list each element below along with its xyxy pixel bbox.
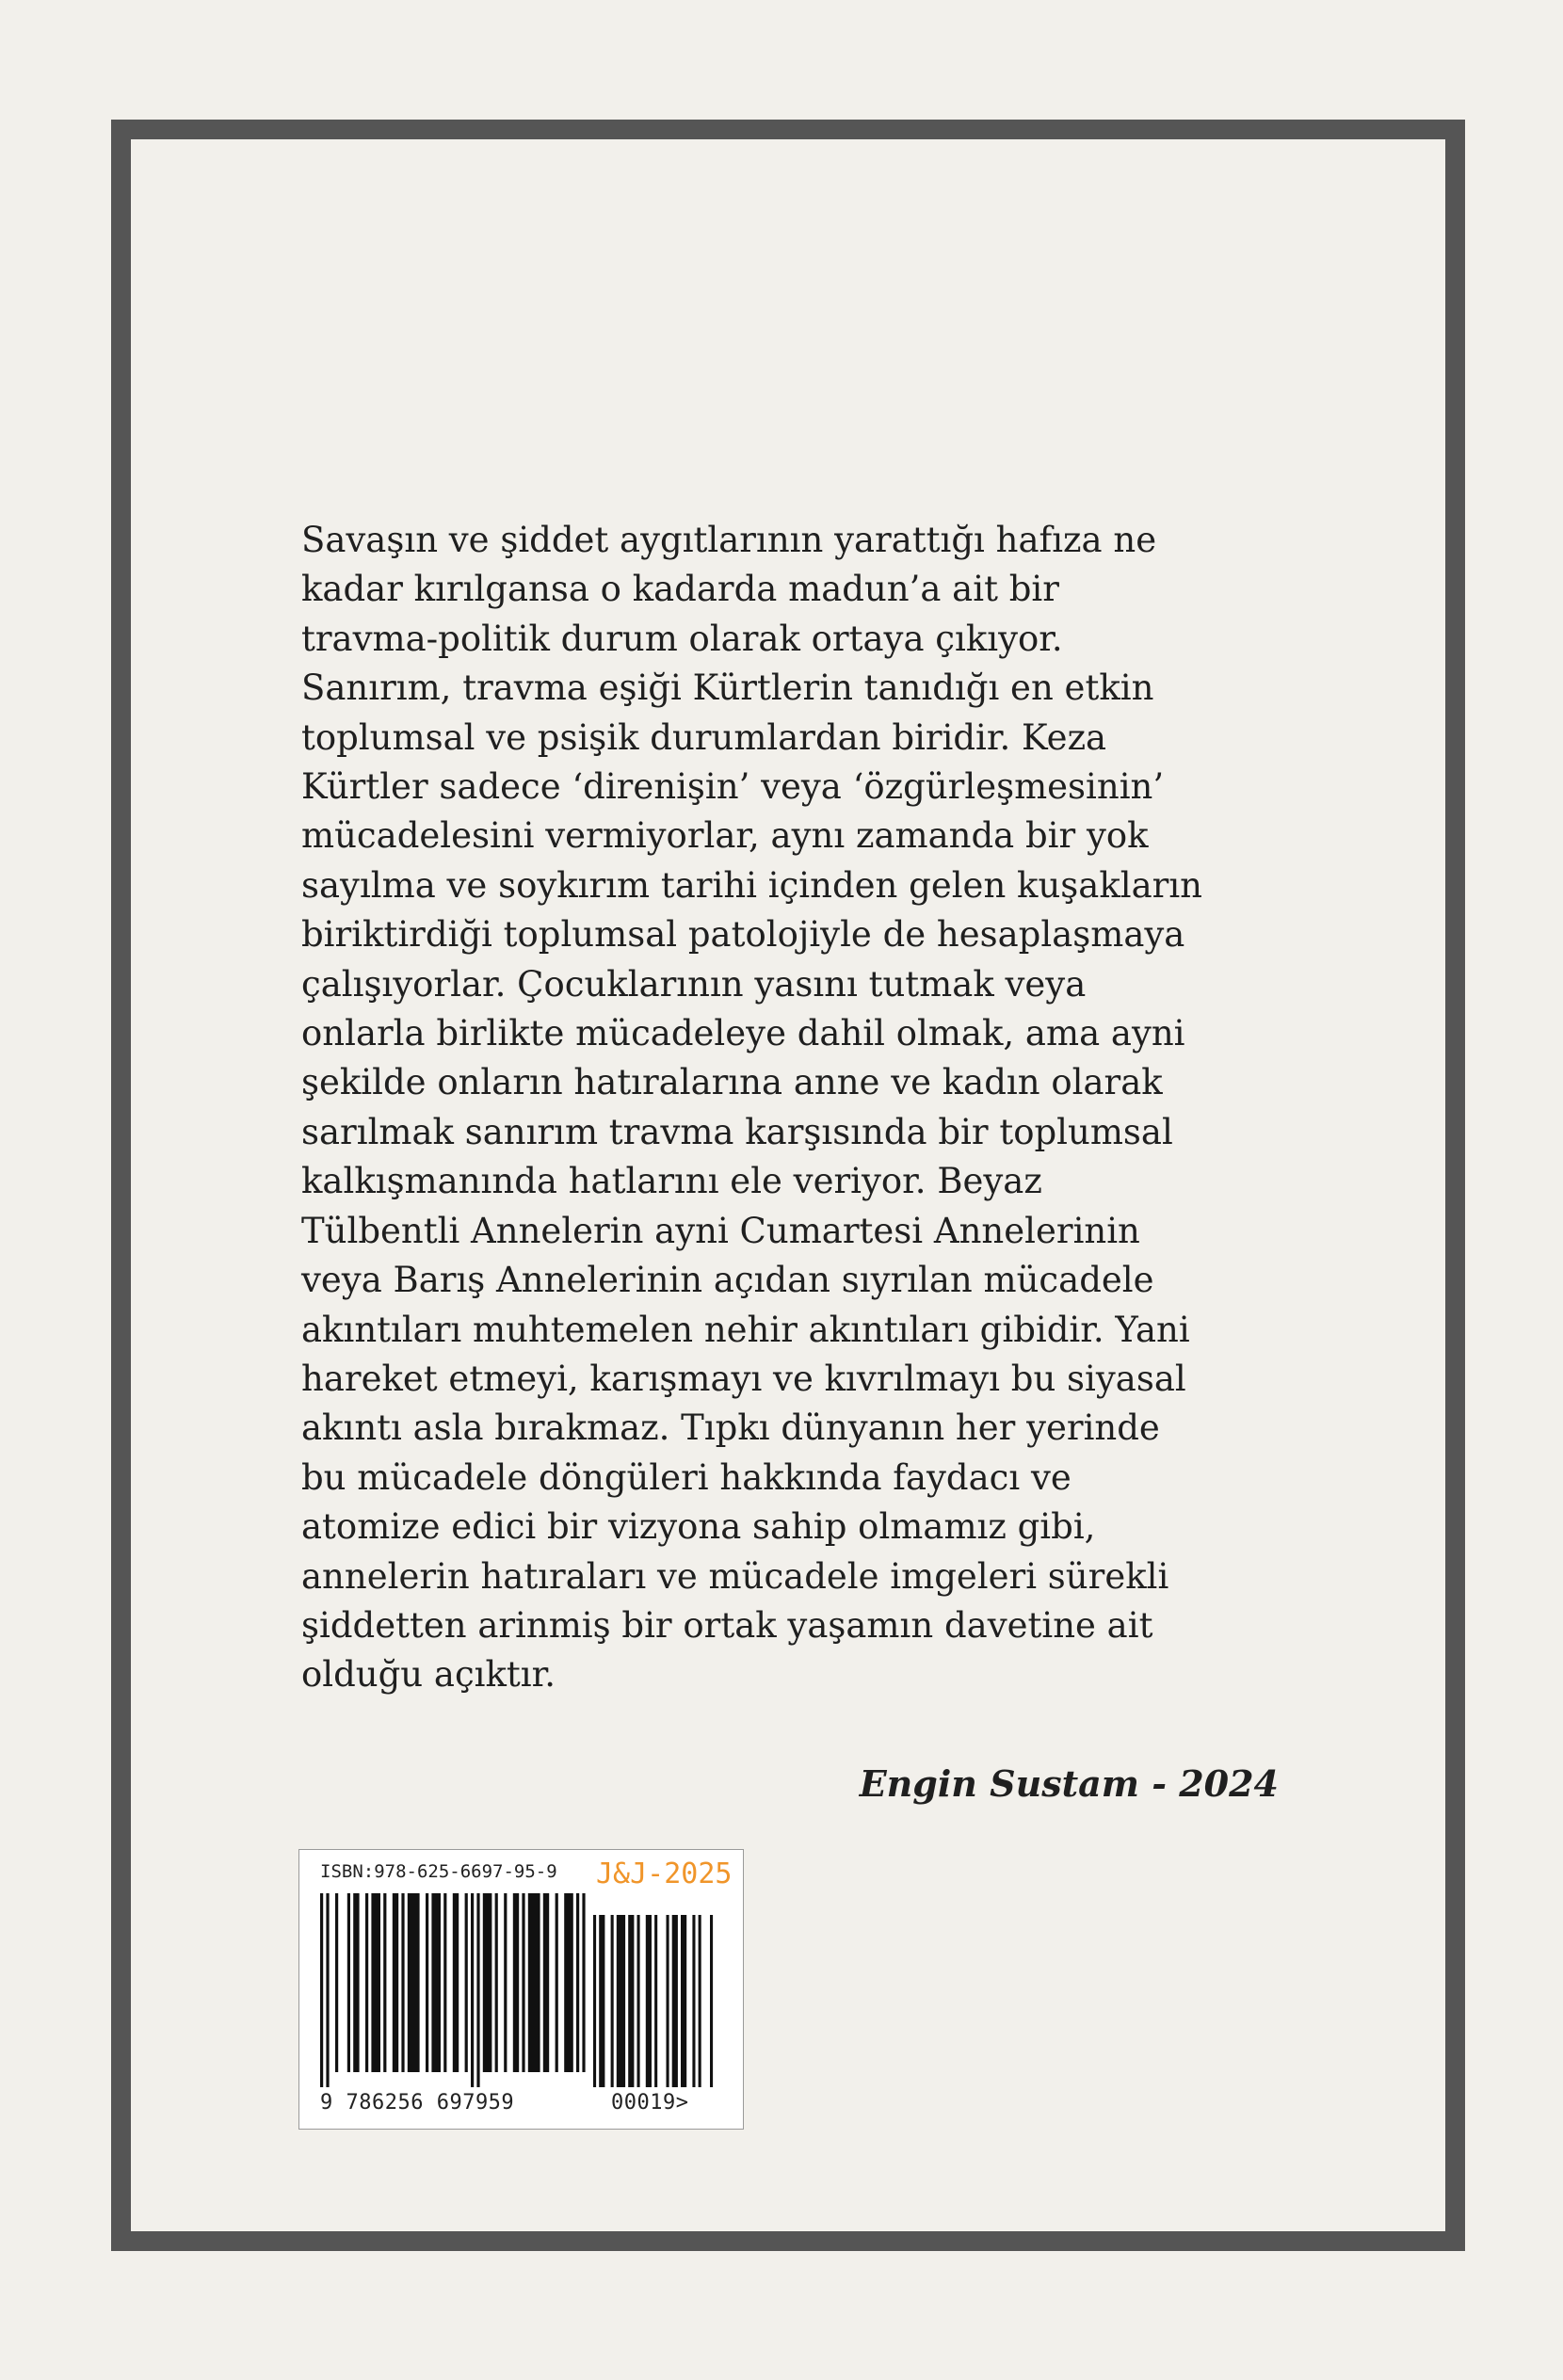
- barcode-bar: [476, 1893, 479, 2087]
- blurb-line: atomize edici bir vizyona sahip olmamız gibi,: [301, 1506, 1096, 1548]
- barcode-bar: [431, 1893, 441, 2072]
- isbn-barcode: [298, 1849, 744, 2130]
- barcode-bar: [393, 1893, 398, 2072]
- barcode-bar: [667, 1915, 669, 2087]
- addon-barcode-bars: [593, 1915, 725, 2087]
- blurb-line: sayılma ve soykırım tarihi içinden gelen kuşakların: [301, 864, 1202, 906]
- blurb-line: Tülbentli Annelerin ayni Cumartesi Annelerinin: [301, 1210, 1140, 1251]
- barcode-bar: [593, 1915, 596, 2087]
- barcode-bar: [408, 1893, 420, 2072]
- ean-digits: 9 786256 697959: [320, 2091, 515, 2115]
- barcode-bar: [443, 1893, 446, 2072]
- blurb-line: kalkışmanında hatlarını ele veriyor. Beyaz: [301, 1161, 1042, 1202]
- addon-digits: 00019>: [611, 2091, 689, 2115]
- blurb-line: şiddetten arinmiş bir ortak yaşamın davetine ait: [301, 1604, 1153, 1646]
- barcode-bar: [401, 1893, 404, 2072]
- barcode-bar: [495, 1893, 498, 2072]
- barcode-bar: [522, 1893, 524, 2072]
- isbn-label: ISBN:978-625-6697-95-9: [320, 1861, 557, 1882]
- barcode-bar: [528, 1893, 540, 2072]
- blurb-line: bu mücadele döngüleri hakkında faydacı ve: [301, 1456, 1072, 1498]
- barcode-bar: [699, 1915, 701, 2087]
- blurb-line: veya Barış Annelerinin açıdan sıyrılan mücadele: [301, 1260, 1154, 1301]
- back-cover-blurb: [301, 516, 1318, 1700]
- barcode-bar: [453, 1893, 459, 2072]
- barcode-bar: [371, 1893, 380, 2072]
- barcode-bar: [617, 1915, 625, 2087]
- barcode-bar: [710, 1915, 713, 2087]
- barcode-bar: [556, 1893, 558, 2072]
- blurb-line: akıntı asla bırakmaz. Tıpkı dünyanın her yerinde: [301, 1407, 1160, 1449]
- blurb-line: annelerin hatıraları ve mücadele imgeleri sürekli: [301, 1555, 1169, 1597]
- author-signature: Engin Sustam - 2024: [859, 1762, 1279, 1805]
- blurb-line: travma-politik durum olarak ortaya çıkıyor.: [301, 618, 1063, 659]
- barcode-bar: [611, 1915, 614, 2087]
- barcode-bar: [513, 1893, 519, 2072]
- barcode-bar: [582, 1893, 585, 2072]
- blurb-line: akıntıları muhtemelen nehir akıntıları gibidir. Yani: [301, 1309, 1190, 1350]
- barcode-bar: [426, 1893, 428, 2072]
- blurb-line: Savaşın ve şiddet aygıtlarının yarattığı hafıza ne: [301, 520, 1157, 560]
- barcode-bar: [681, 1915, 686, 2087]
- blurb-line: onlarla birlikte mücadeleye dahil olmak, ama ayni: [301, 1013, 1185, 1054]
- blurb-line: olduğu açıktır.: [301, 1654, 556, 1696]
- blurb-line: mücadelesini vermiyorlar, aynı zamanda bir yok: [301, 815, 1149, 857]
- blurb-line: biriktirdiği toplumsal patolojiyle de hesaplaşmaya: [301, 914, 1185, 956]
- barcode-bar: [637, 1915, 640, 2087]
- ean-barcode-bars: [320, 1893, 588, 2087]
- barcode-bar: [335, 1893, 338, 2072]
- barcode-bar: [646, 1915, 652, 2087]
- blurb-line: kadar kırılgansa o kadarda madun’a ait bir: [301, 569, 1059, 610]
- barcode-bar: [365, 1893, 368, 2072]
- barcode-bar: [320, 1893, 323, 2087]
- blurb-line: Kürtler sadece ‘direnişin’ veya ‘özgürleşmesinin’: [301, 766, 1165, 808]
- barcode-bar: [628, 1915, 634, 2087]
- blurb-line: Sanırım, travma eşiği Kürtlerin tanıdığı en etkin: [301, 667, 1154, 709]
- blurb-line: hareket etmeyi, karışmayı ve kıvrılmayı bu siyasal: [301, 1358, 1186, 1399]
- barcode-bar: [383, 1893, 386, 2072]
- barcode-bar: [483, 1893, 492, 2072]
- publisher-code: J&J-2025: [596, 1857, 733, 1890]
- barcode-bar: [543, 1893, 549, 2072]
- barcode-bar: [504, 1893, 507, 2072]
- blurb-line: toplumsal ve psişik durumlardan biridir. Keza: [301, 716, 1107, 758]
- blurb-line: sarılmak sanırım travma karşısında bir toplumsal: [301, 1111, 1173, 1152]
- barcode-bar: [599, 1915, 604, 2087]
- barcode-bar: [353, 1893, 359, 2072]
- barcode-bar: [576, 1893, 579, 2072]
- barcode-bar: [672, 1915, 678, 2087]
- blurb-line: çalışıyorlar. Çocuklarının yasını tutmak veya: [301, 963, 1087, 1005]
- barcode-bar: [465, 1893, 468, 2072]
- barcode-bar: [326, 1893, 329, 2087]
- barcode-bar: [471, 1893, 474, 2087]
- barcode-bar: [564, 1893, 573, 2072]
- blurb-line: şekilde onların hatıralarına anne ve kadın olarak: [301, 1062, 1163, 1103]
- barcode-bar: [347, 1893, 350, 2072]
- barcode-bar: [654, 1915, 657, 2087]
- barcode-bar: [692, 1915, 695, 2087]
